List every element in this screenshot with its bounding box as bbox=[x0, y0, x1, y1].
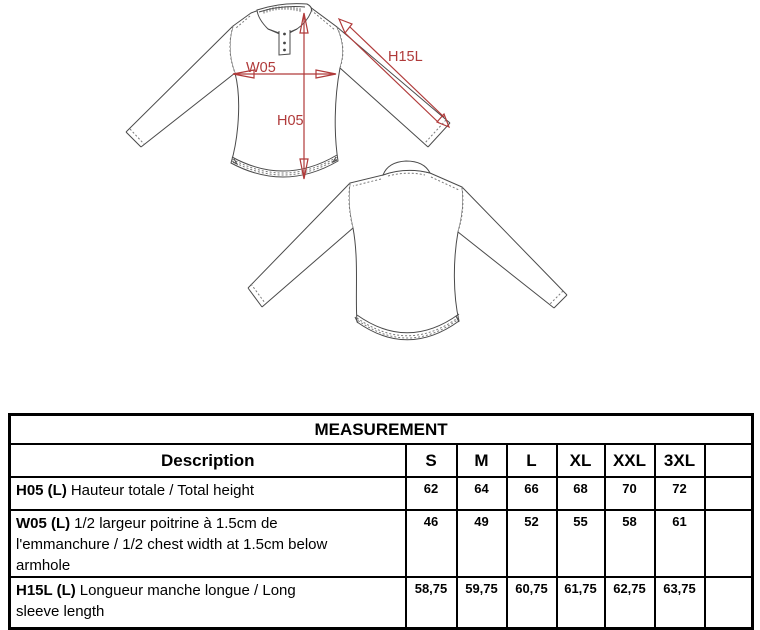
value-cell-empty bbox=[705, 510, 753, 577]
value-cell-empty bbox=[705, 577, 753, 628]
table-header-row bbox=[10, 444, 753, 477]
value-cell: 61 bbox=[655, 510, 705, 577]
table-row-h15l bbox=[10, 577, 753, 628]
value-cell: 61,75 bbox=[557, 577, 605, 628]
row-description-cell bbox=[10, 510, 406, 577]
value-cell: 68 bbox=[557, 477, 605, 510]
col-header-3xl: 3XL bbox=[655, 444, 705, 477]
value-cell: 62,75 bbox=[605, 577, 655, 628]
measure-text: Hauteur totale / Total height bbox=[70, 482, 255, 499]
back-body bbox=[349, 170, 463, 340]
front-right-sleeve bbox=[337, 27, 450, 147]
value-cell: 59,75 bbox=[457, 577, 507, 628]
table-row-h05 bbox=[10, 477, 753, 510]
value-cell: 64 bbox=[457, 477, 507, 510]
col-header-description: Description bbox=[10, 444, 406, 477]
value-cell-empty bbox=[705, 477, 753, 510]
row-description-cell bbox=[10, 477, 406, 510]
table-row-w05 bbox=[10, 510, 753, 577]
row-description-cell bbox=[10, 577, 406, 628]
value-cell: 55 bbox=[557, 510, 605, 577]
col-header-l: L bbox=[507, 444, 557, 477]
value-cell: 63,75 bbox=[655, 577, 705, 628]
value-cell: 66 bbox=[507, 477, 557, 510]
measure-code: W05 (L) bbox=[16, 515, 71, 532]
garment-back-view bbox=[248, 161, 567, 340]
value-cell: 49 bbox=[457, 510, 507, 577]
value-cell: 52 bbox=[507, 510, 557, 577]
placket-button bbox=[283, 42, 286, 45]
value-cell: 62 bbox=[406, 477, 457, 510]
measurement-table bbox=[8, 413, 754, 630]
placket-button bbox=[283, 33, 286, 36]
col-header-m: M bbox=[457, 444, 507, 477]
table-title-row bbox=[10, 415, 753, 445]
measure-text: 1/2 largeur poitrine à 1.5cm de l'emmanchure / 1/2 chest width at 1.5cm below armhole bbox=[16, 515, 328, 574]
back-right-sleeve bbox=[458, 187, 567, 308]
col-header-empty bbox=[705, 444, 753, 477]
back-left-sleeve bbox=[248, 183, 353, 307]
h05-label: H05 bbox=[277, 113, 304, 129]
value-cell: 46 bbox=[406, 510, 457, 577]
placket-button bbox=[283, 49, 286, 52]
value-cell: 60,75 bbox=[507, 577, 557, 628]
measure-text: Longueur manche longue / Long sleeve length bbox=[16, 582, 296, 620]
value-cell: 70 bbox=[605, 477, 655, 510]
value-cell: 58 bbox=[605, 510, 655, 577]
value-cell: 72 bbox=[655, 477, 705, 510]
garment-front-view bbox=[126, 4, 450, 177]
col-header-xxl: XXL bbox=[605, 444, 655, 477]
measure-code: H15L (L) bbox=[16, 582, 76, 599]
h15l-label: H15L bbox=[388, 49, 423, 65]
col-header-xl: XL bbox=[557, 444, 605, 477]
value-cell: 58,75 bbox=[406, 577, 457, 628]
table-title: MEASUREMENT bbox=[10, 415, 753, 445]
measure-code: H05 (L) bbox=[16, 482, 67, 499]
w05-label: W05 bbox=[246, 60, 276, 76]
col-header-s: S bbox=[406, 444, 457, 477]
